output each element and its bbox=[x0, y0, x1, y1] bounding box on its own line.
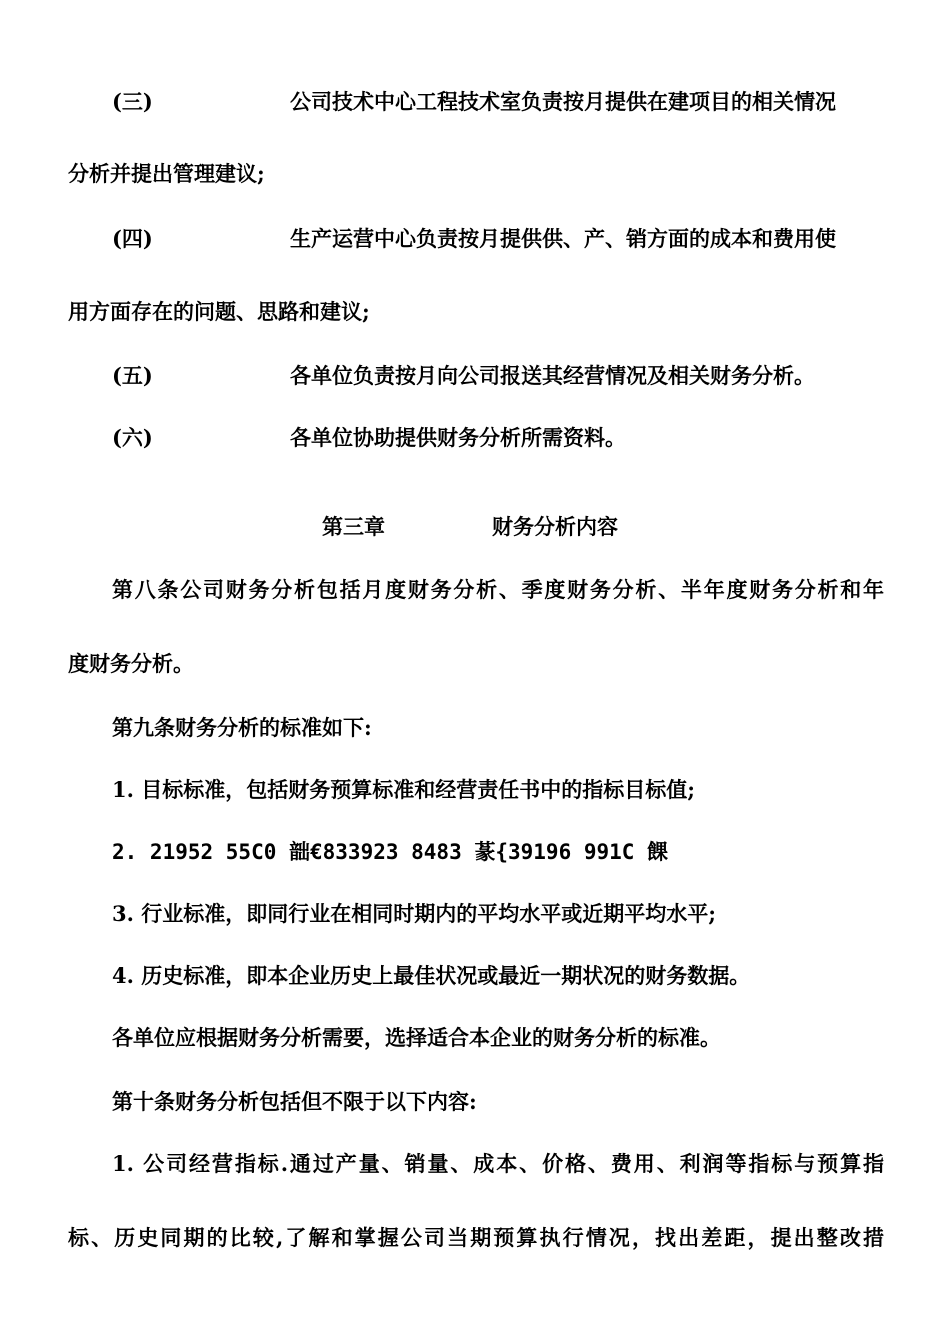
item-5-text: 各单位负责按月向公司报送其经营情况及相关财务分析。 bbox=[290, 363, 815, 388]
item-5-number: (五) bbox=[112, 363, 153, 388]
chapter-title: 财务分析内容 bbox=[492, 514, 618, 539]
article-9-item-1: 1. 目标标准，包括财务预算标准和经营责任书中的指标目标值; bbox=[112, 777, 695, 802]
item-4-continuation: 用方面存在的问题、思路和建议; bbox=[68, 299, 370, 324]
article-9-item-3: 3. 行业标准，即同行业在相同时期内的平均水平或近期平均水平; bbox=[112, 901, 716, 926]
article-10-intro: 第十条财务分析包括但不限于以下内容: bbox=[112, 1089, 477, 1114]
article-10-item-1-line-2: 标、历史同期的比较,了解和掌握公司当期预算执行情况，找出差距，提出整改措 bbox=[68, 1225, 884, 1250]
article-9-note: 各单位应根据财务分析需要，选择适合本企业的财务分析的标准。 bbox=[112, 1025, 721, 1050]
article-9-intro: 第九条财务分析的标准如下: bbox=[112, 715, 372, 740]
article-9-item-2: 2. 21952 55C0 韷€833923 8483 蒃{39196 991C 餜 bbox=[112, 840, 669, 864]
item-4-number: (四) bbox=[112, 226, 153, 251]
article-9-item-4: 4. 历史标准，即本企业历史上最佳状况或最近一期状况的财务数据。 bbox=[112, 963, 751, 988]
chapter-number: 第三章 bbox=[322, 514, 385, 539]
item-6-text: 各单位协助提供财务分析所需资料。 bbox=[290, 425, 626, 450]
item-6-number: (六) bbox=[112, 425, 153, 450]
article-10-item-1-line-1: 1. 公司经营指标.通过产量、销量、成本、价格、费用、利润等指标与预算指 bbox=[112, 1151, 884, 1176]
item-4-text: 生产运营中心负责按月提供供、产、销方面的成本和费用使 bbox=[290, 226, 836, 251]
article-8-line-2: 度财务分析。 bbox=[68, 651, 194, 676]
item-3-continuation: 分析并提出管理建议; bbox=[68, 161, 265, 186]
article-8-line-1: 第八条公司财务分析包括月度财务分析、季度财务分析、半年度财务分析和年 bbox=[112, 577, 884, 602]
item-3-text: 公司技术中心工程技术室负责按月提供在建项目的相关情况 bbox=[290, 89, 836, 114]
item-3-number: (三) bbox=[112, 89, 153, 114]
